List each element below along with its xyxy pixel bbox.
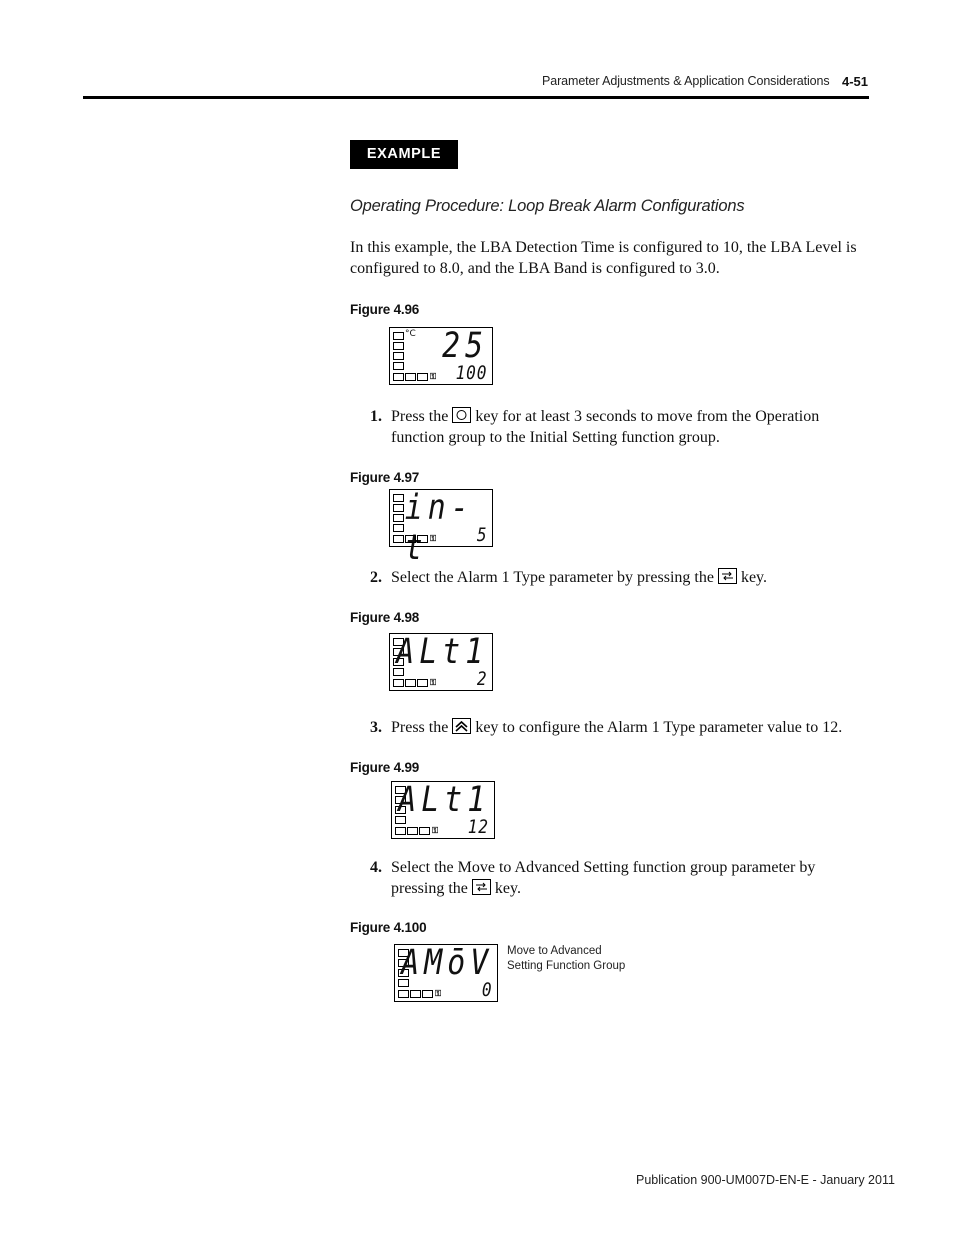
key-lock-icon: ⚿ xyxy=(430,678,437,687)
key-lock-icon: ⚿ xyxy=(430,372,437,381)
step-3: 3. Press the key to configure the Alarm 1 Type parameter value to 12. xyxy=(370,719,843,736)
unit-indicator: °C xyxy=(405,329,416,339)
process-value: ALt1 xyxy=(395,632,488,672)
controller-display xyxy=(391,781,495,839)
step-1: 1. Press the key for at least 3 seconds to move from the Operation function group to the Initial Setting function group. xyxy=(370,408,820,446)
figure-label: Figure 4.100 xyxy=(350,920,427,935)
figure-label: Figure 4.96 xyxy=(350,302,420,317)
set-value: 0 xyxy=(481,979,492,1001)
controller-display xyxy=(394,944,498,1002)
intro-paragraph: In this example, the LBA Detection Time is configured to 10, the LBA Level is configured to 8.0, and the LBA Band is configured to 3.0. xyxy=(350,239,857,277)
section-title: Operating Procedure: Loop Break Alarm Configurations xyxy=(350,197,745,215)
figure-callout: Move to Advanced Setting Function Group xyxy=(507,945,626,972)
running-header: Parameter Adjustments & Application Considerations xyxy=(542,74,830,88)
figure-label: Figure 4.99 xyxy=(350,760,420,775)
controller-display xyxy=(389,488,493,568)
process-value: in-t xyxy=(404,488,474,568)
step-2: 2. Select the Alarm 1 Type parameter by pressing the key. xyxy=(370,569,767,586)
set-value: 2 xyxy=(476,668,487,690)
status-leds xyxy=(395,827,438,835)
mode-key-icon xyxy=(472,879,491,895)
process-value: AMōV xyxy=(400,943,493,983)
indicator-leds xyxy=(393,332,404,372)
process-value: 25 xyxy=(441,326,488,366)
status-leds xyxy=(393,373,436,381)
controller-display xyxy=(389,633,493,691)
status-leds xyxy=(398,990,441,998)
key-lock-icon: ⚿ xyxy=(430,534,437,543)
status-leds xyxy=(393,679,436,687)
key-lock-icon: ⚿ xyxy=(432,826,439,835)
page-number: 4-51 xyxy=(842,74,869,89)
level-key-icon xyxy=(452,407,471,423)
status-leds xyxy=(393,535,436,543)
mode-key-icon xyxy=(718,568,737,584)
set-value: 12 xyxy=(467,816,489,838)
key-lock-icon: ⚿ xyxy=(435,989,442,998)
figure-label: Figure 4.97 xyxy=(350,470,420,485)
publication-footer: Publication 900-UM007D-EN-E - January 2011 xyxy=(636,1173,895,1187)
indicator-leds xyxy=(393,494,404,534)
header-rule xyxy=(83,96,869,99)
set-value: 100 xyxy=(455,362,487,384)
example-label: EXAMPLE xyxy=(350,140,458,169)
set-value: 5 xyxy=(476,524,487,546)
up-key-icon xyxy=(452,718,471,734)
controller-display xyxy=(389,327,493,385)
figure-label: Figure 4.98 xyxy=(350,610,420,625)
process-value: ALt1 xyxy=(397,780,490,820)
step-4: 4. Select the Move to Advanced Setting function group parameter by pressing the key. xyxy=(370,859,816,897)
